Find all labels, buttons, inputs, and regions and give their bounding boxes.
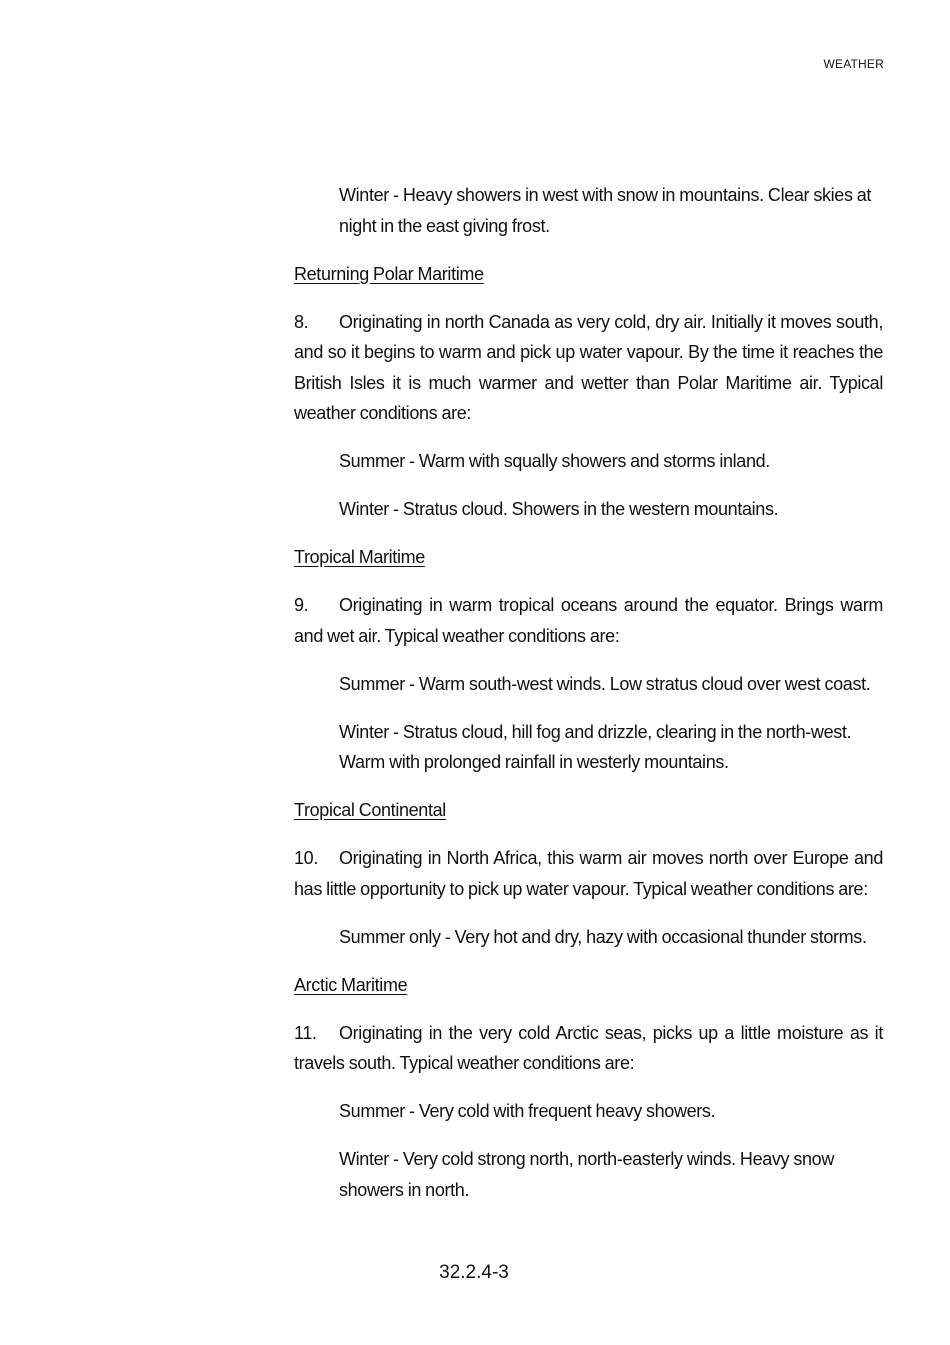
- paragraph-number: 10.: [294, 848, 318, 868]
- paragraph-11: [294, 1018, 883, 1079]
- arctic-maritime-summer: Summer - Very cold with frequent heavy showers.: [339, 1101, 716, 1121]
- paragraph-10: [294, 843, 883, 904]
- paragraph-text: Originating in North Africa, this warm air moves north over Europe and has little opportunity to pick up water vapour. Typical weather conditions are:: [294, 848, 883, 899]
- tropical-continental-summer-only: Summer only - Very hot and dry, hazy with occasional thunder storms.: [339, 926, 867, 947]
- running-header: WEATHER: [823, 57, 884, 71]
- page-body: [294, 180, 883, 1223]
- paragraph-text: Originating in warm tropical oceans around the equator. Brings warm and wet air. Typical weather conditions are:: [294, 595, 883, 646]
- heading-arctic-maritime: Arctic Maritime: [294, 974, 408, 995]
- polar-maritime-winter: Winter - Heavy showers in west with snow in mountains. Clear skies at night in the east giving frost.: [339, 185, 872, 236]
- tropical-maritime-winter: Winter - Stratus cloud, hill fog and drizzle, clearing in the north-west. Warm with prolonged rainfall in westerly mountains.: [339, 721, 852, 772]
- paragraph-9: [294, 590, 883, 651]
- returning-polar-maritime-winter: Winter - Stratus cloud. Showers in the western mountains.: [339, 499, 779, 519]
- heading-tropical-continental: Tropical Continental: [294, 800, 446, 820]
- paragraph-text: Originating in the very cold Arctic seas, picks up a little moisture as it travels south. Typical weather conditions are:: [294, 1022, 883, 1073]
- paragraph-number: 8.: [294, 311, 309, 332]
- paragraph-8: [294, 307, 883, 429]
- tropical-maritime-summer: Summer - Warm south-west winds. Low stratus cloud over west coast.: [339, 673, 871, 694]
- arctic-maritime-winter: Winter - Very cold strong north, north-easterly winds. Heavy snow showers in north.: [339, 1149, 834, 1200]
- returning-polar-maritime-summer: Summer - Warm with squally showers and storms inland.: [339, 451, 770, 471]
- paragraph-number: 9.: [294, 595, 309, 615]
- heading-tropical-maritime: Tropical Maritime: [294, 547, 425, 567]
- heading-returning-polar-maritime: Returning Polar Maritime: [294, 263, 484, 284]
- page-number: [0, 1262, 950, 1284]
- paragraph-number: 11.: [294, 1022, 317, 1043]
- paragraph-text: Originating in north Canada as very cold, dry air. Initially it moves south, and so it begins to warm and pick up water vapour. By the time it reaches the British Isles it is much warmer and wetter than Polar Maritime air. Typical weather conditions are:: [294, 311, 883, 423]
- page-number-text: 32.2.4-3: [439, 1262, 509, 1283]
